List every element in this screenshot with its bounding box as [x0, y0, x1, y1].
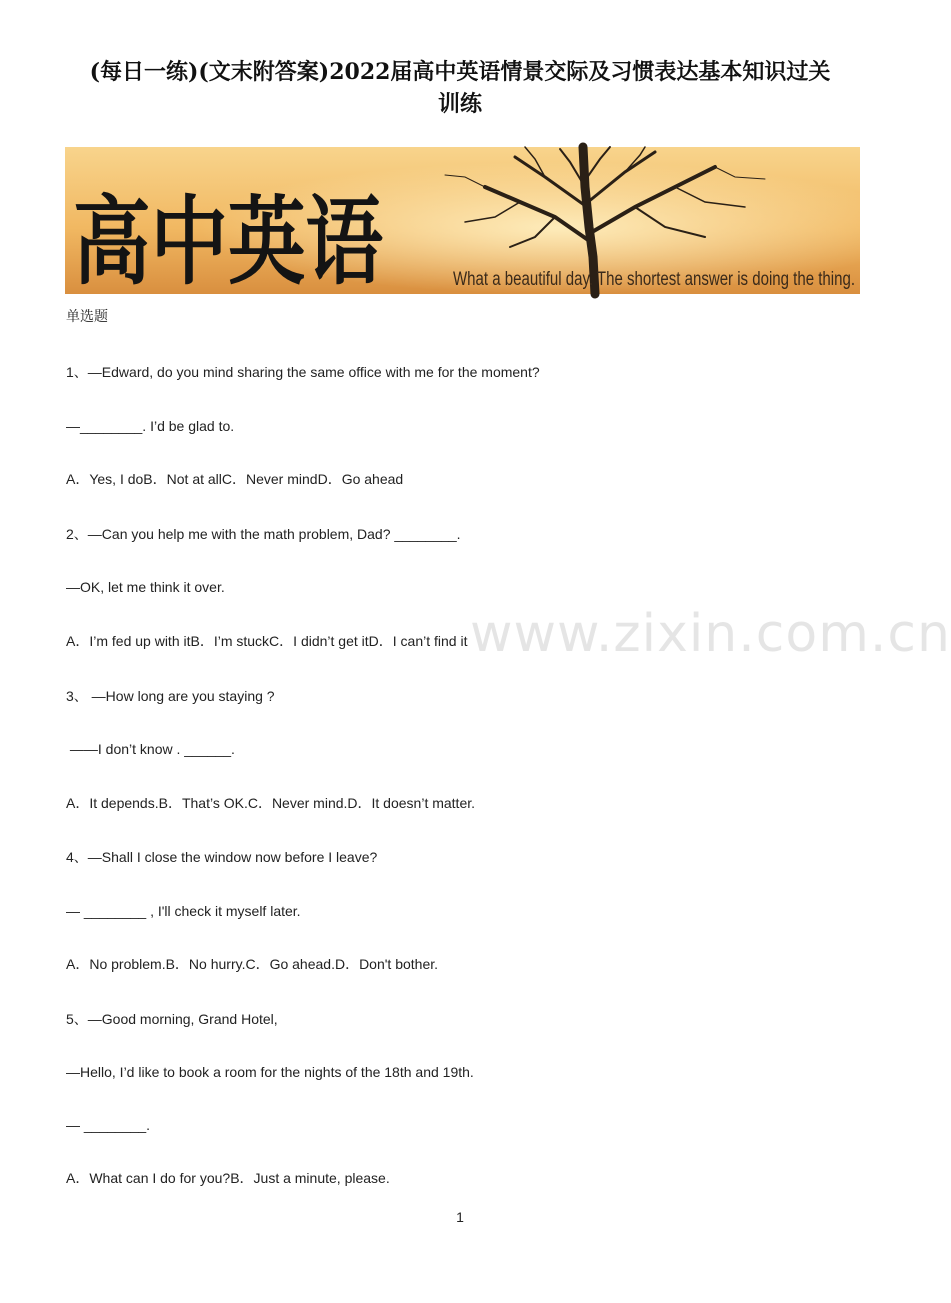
question-line: —Edward, do you mind sharing the same office with me for the moment?: [87, 364, 540, 380]
question-line: —Can you help me with the math problem, Dad? ________.: [87, 526, 461, 542]
question-line: —Good morning, Grand Hotel,: [87, 1011, 278, 1027]
question-number: 4、: [66, 849, 88, 865]
banner-image: [65, 147, 860, 298]
question-number: 3、: [66, 688, 88, 704]
question-options: A．I’m fed up with itB．I’m stuckC．I didn’t get itD．I can’t find it: [66, 633, 468, 649]
question-stem: [66, 363, 540, 381]
question-line: —Shall I close the window now before I leave?: [87, 849, 378, 865]
banner-heading: 高中英语: [73, 185, 383, 298]
question-stem: [66, 848, 377, 866]
question-options: A．It depends.B．That’s OK.C．Never mind.D．It doesn’t matter.: [66, 795, 476, 811]
question-number: 2、: [66, 526, 88, 542]
question-stem: [66, 1010, 278, 1028]
question-options: A．No problem.B．No hurry.C．Go ahead.D．Don't bother.: [66, 956, 439, 972]
question-number: 5、: [66, 1011, 88, 1027]
question-stem: [66, 525, 461, 543]
question-options: A．Yes, I doB．Not at allC．Never mindD．Go ahead: [66, 471, 404, 487]
question-options: A．What can I do for you?B．Just a minute, please.: [66, 1170, 390, 1186]
question-line: — ________.: [66, 1117, 151, 1133]
watermark: www.zixin.com.cn: [470, 604, 951, 664]
question-line: —________. I’d be glad to.: [66, 418, 235, 434]
question-stem: [66, 687, 275, 705]
title-line-2: 训练: [437, 91, 482, 117]
question-line: —OK, let me think it over.: [66, 579, 225, 595]
question-line: —Hello, I’d like to book a room for the nights of the 18th and 19th.: [66, 1064, 474, 1080]
question-number: 1、: [66, 364, 88, 380]
document-title: [40, 56, 880, 120]
banner-slogan: What a beautiful day. The shortest answer is doing the thing.: [453, 269, 855, 290]
question-line: —How long are you staying ?: [87, 688, 275, 704]
title-line-1: (每日一练)(文末附答案)2022届高中英语情景交际及习惯表达基本知识过关: [89, 59, 831, 85]
question-line: — ________ , I'll check it myself later.: [66, 903, 301, 919]
section-label: 单选题: [66, 308, 108, 324]
banner-graphic: [65, 147, 860, 298]
page-number: 1: [456, 1209, 464, 1225]
question-line: ——I don’t know . ______.: [66, 741, 235, 757]
